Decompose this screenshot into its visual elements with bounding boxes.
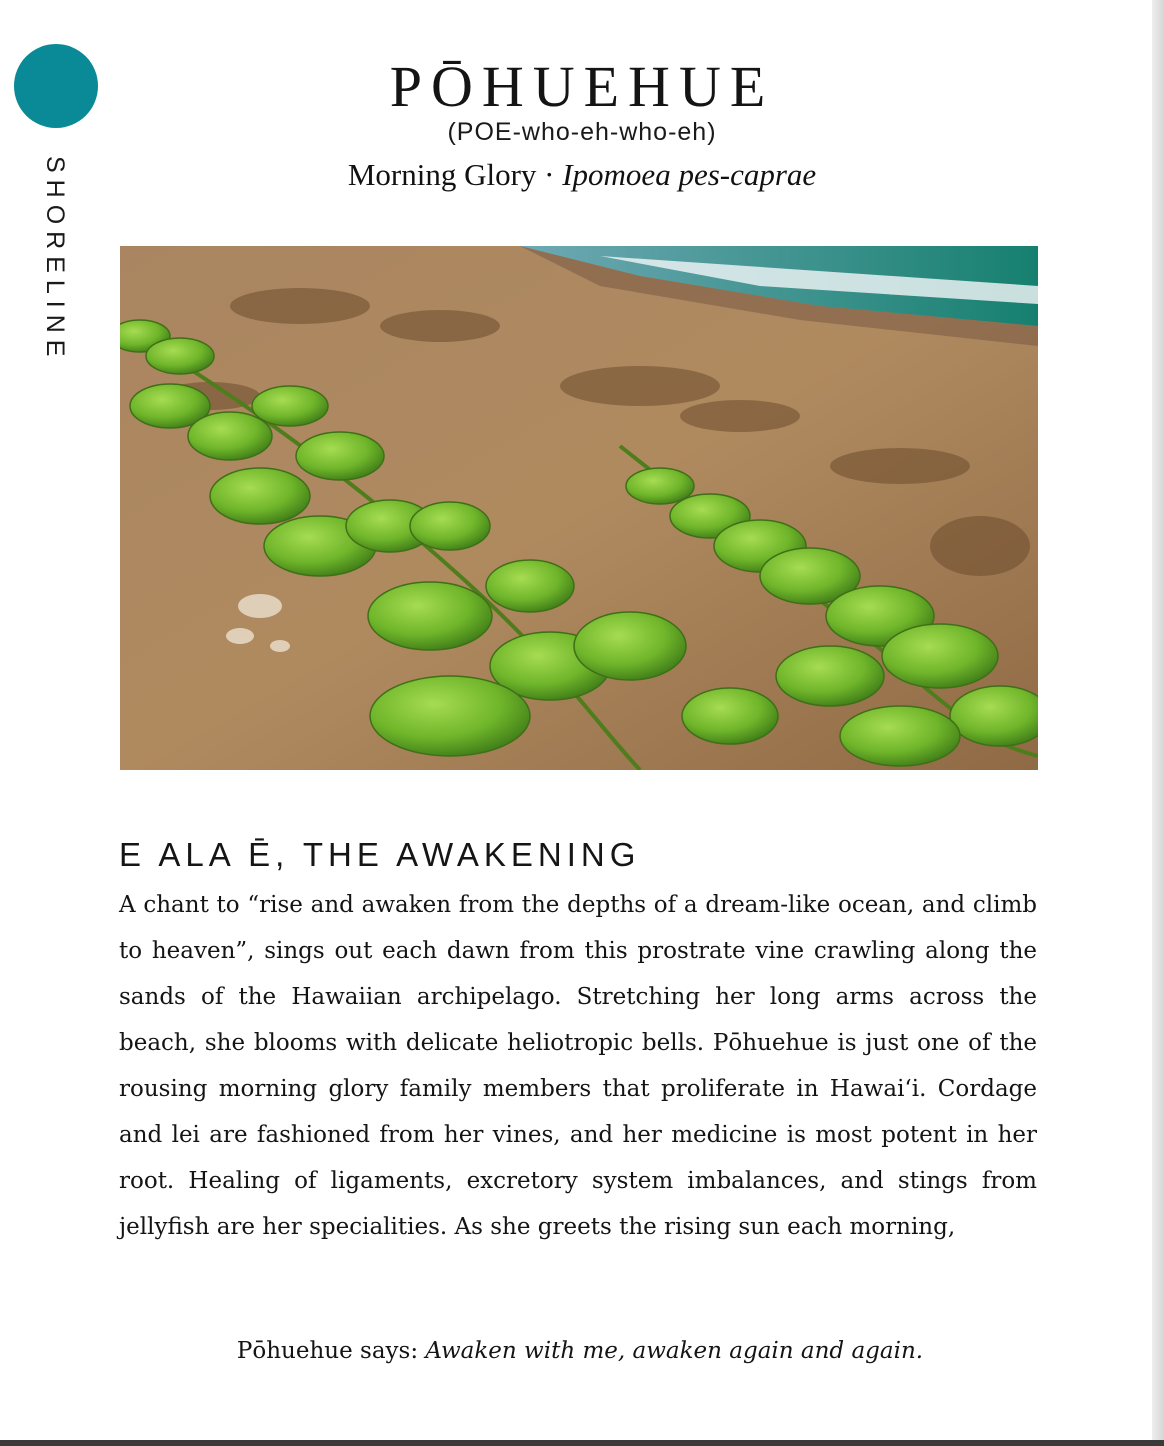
scientific-name: Ipomoea pes-caprae: [562, 157, 817, 192]
name-separator: ·: [536, 157, 563, 192]
pronunciation: (POE-who-eh-who-eh): [447, 118, 717, 146]
section-heading: E ALA Ē, THE AWAKENING: [119, 836, 641, 873]
page-bottom-edge: [0, 1440, 1164, 1446]
common-name: Morning Glory: [347, 157, 537, 192]
section-body: A chant to “rise and awaken from the depths of a dream-like ocean, and climb to heaven”, sings out each dawn from this prostrate vine crawling along the sands of the Hawaiian archipelago. Stretching her long arms across the beach, she blooms with delicate heliotropic bells. Pōhuehue is just one of the rousing morning glory family members that proliferate in Hawai‘i. Cordage and lei are fashioned from her vines, and her medicine is most potent in her root. Healing of ligaments, excretory system imbalances, and stings from jellyfish are her specialities. As she greets the rising sun each morning,: [119, 892, 1037, 1240]
plant-names: [0, 157, 1164, 193]
quote-speaker: Pōhuehue says:: [236, 1338, 426, 1364]
plant-quote: [0, 1338, 1160, 1364]
pohuehue-beach-photo: [120, 246, 1038, 770]
quote-text: Awaken with me, awaken again and again.: [425, 1338, 924, 1364]
page-edge: [1152, 0, 1164, 1446]
section-label: SHORELINE: [41, 156, 69, 364]
page-title: PŌHUEHUE: [389, 54, 775, 119]
